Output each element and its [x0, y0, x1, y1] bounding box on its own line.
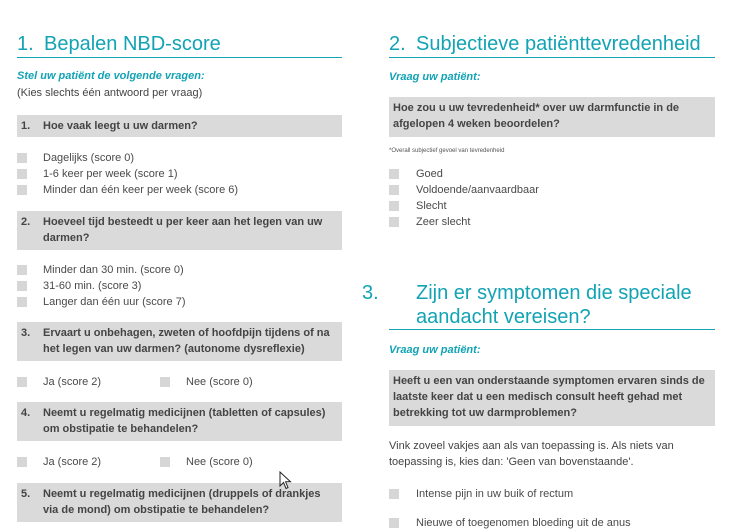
question-number: 2. [21, 216, 31, 228]
satisfaction-question [389, 97, 715, 137]
option-bloeding[interactable] [389, 515, 715, 531]
option-label: Nee (score 0) [186, 376, 253, 388]
question-text: Heeft u een van onderstaande symptomen ervaren sinds de laatste keer dat u een medisch consult heeft gehad met betrekking tot uw darmproblemen? [393, 375, 705, 419]
question-text: Ervaart u onbehagen, zweten of hoofdpijn tijdens of na het legen van uw darmen? (autonome dysreflexie) [43, 327, 330, 355]
lead-text: Vraag uw patiënt: [389, 344, 481, 356]
checkbox[interactable] [389, 169, 399, 179]
checkbox[interactable] [17, 169, 27, 179]
footnote: *Overall subjectief gevoel van tevredenheid [389, 148, 505, 154]
satisfaction-options [389, 166, 715, 230]
option-voldoende[interactable] [389, 182, 715, 198]
question-number: 4. [21, 407, 31, 419]
option-1-6-keer[interactable] [17, 166, 342, 182]
question-2 [17, 211, 342, 250]
question-text: Neemt u regelmatig medicijnen (tabletten of capsules) om obstipatie te behandelen? [43, 407, 326, 435]
section-number: 2. [389, 33, 406, 55]
question-text: Neemt u regelmatig medicijnen (druppels of drankjes via de mond) om obstipatie te behandelen? [43, 488, 321, 516]
question-4 [17, 402, 342, 441]
question-5 [17, 483, 342, 522]
section-1-heading [17, 32, 342, 58]
question-1-options [17, 150, 342, 198]
question-number: 3. [21, 327, 31, 339]
checkbox[interactable] [389, 185, 399, 195]
checkbox[interactable] [389, 201, 399, 211]
checkbox[interactable] [389, 518, 399, 528]
checkbox[interactable] [389, 489, 399, 499]
section-3-heading [362, 281, 715, 330]
option-label: Goed [416, 168, 443, 180]
checkbox[interactable] [17, 153, 27, 163]
question-3-options [17, 374, 342, 390]
option-minder-dan-30[interactable] [17, 262, 342, 278]
option-minder-dan-een-keer[interactable] [17, 182, 342, 198]
question-3 [17, 322, 342, 361]
checkbox[interactable] [160, 377, 170, 387]
symptom-options [389, 486, 715, 531]
question-4-options [17, 454, 342, 470]
section-title: Bepalen NBD-score [44, 33, 221, 55]
section-title: Zijn er symptomen die speciale aandacht vereisen? [416, 282, 692, 328]
checkbox[interactable] [17, 457, 27, 467]
checkbox[interactable] [17, 281, 27, 291]
section-title: Subjectieve patiënttevredenheid [416, 33, 701, 55]
section-number: 1. [17, 33, 34, 55]
option-label: Minder dan één keer per week (score 6) [43, 184, 239, 196]
option-intense-pijn[interactable] [389, 486, 715, 502]
lead-text: Vraag uw patiënt: [389, 71, 481, 83]
section-number: 3. [362, 282, 379, 304]
option-label: Dagelijks (score 0) [43, 152, 135, 164]
option-slecht[interactable] [389, 198, 715, 214]
option-label: 31-60 min. (score 3) [43, 280, 142, 292]
question-number: 5. [21, 488, 31, 500]
option-label: Langer dan één uur (score 7) [43, 296, 186, 308]
question-text: Hoe zou u uw tevredenheid* over uw darmfunctie in de afgelopen 4 weken beoordelen? [393, 102, 680, 130]
symptoms-question [389, 370, 715, 426]
option-label: Ja (score 2) [43, 456, 102, 468]
option-label: Nieuwe of toegenomen bloeding uit de anus [416, 517, 631, 529]
option-langer-dan-een-uur[interactable] [17, 294, 342, 310]
instruction-text: Vink zoveel vakjes aan als van toepassing is. Als niets van toepassing is, kies dan: 'Geen van bovenstaande'. [389, 440, 674, 468]
checkbox[interactable] [160, 457, 170, 467]
section-2-heading [389, 32, 715, 58]
checkbox[interactable] [17, 185, 27, 195]
option-label: 1-6 keer per week (score 1) [43, 168, 178, 180]
option-goed[interactable] [389, 166, 715, 182]
instruction-text: (Kies slechts één antwoord per vraag) [17, 87, 203, 99]
option-label: Minder dan 30 min. (score 0) [43, 264, 184, 276]
checkbox[interactable] [389, 217, 399, 227]
question-2-options [17, 262, 342, 310]
option-label: Voldoende/aanvaardbaar [416, 184, 539, 196]
option-label: Intense pijn in uw buik of rectum [416, 488, 574, 500]
mouse-pointer-icon [279, 471, 293, 496]
question-number: 1. [21, 120, 31, 132]
option-label: Ja (score 2) [43, 376, 102, 388]
option-31-60[interactable] [17, 278, 342, 294]
checkbox[interactable] [17, 377, 27, 387]
option-dagelijks[interactable] [17, 150, 342, 166]
question-text: Hoeveel tijd besteedt u per keer aan het legen van uw darmen? [43, 216, 323, 244]
option-label: Nee (score 0) [186, 456, 253, 468]
option-zeer-slecht[interactable] [389, 214, 715, 230]
option-label: Slecht [416, 200, 447, 212]
checkbox[interactable] [17, 265, 27, 275]
lead-text: Stel uw patiënt de volgende vragen: [17, 70, 205, 82]
question-1 [17, 115, 342, 137]
option-label: Zeer slecht [416, 216, 471, 228]
checkbox[interactable] [17, 297, 27, 307]
question-text: Hoe vaak leegt u uw darmen? [43, 120, 198, 132]
